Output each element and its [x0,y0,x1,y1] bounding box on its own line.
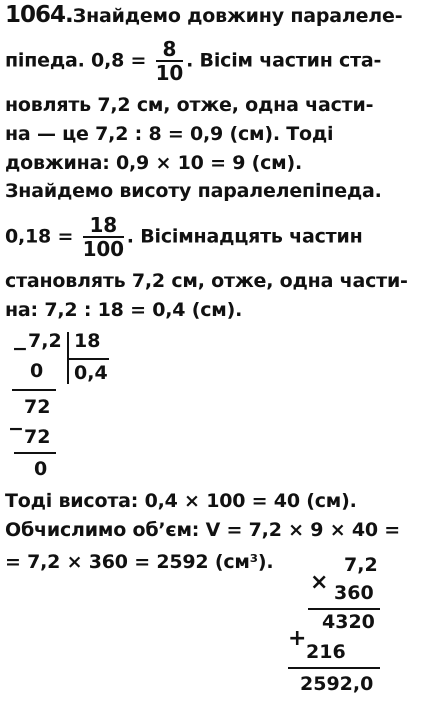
line-8: становлять 7,2 см, отже, одна части- [5,270,408,292]
line-6: Знайдемо висоту паралелепіпеда. [5,180,382,202]
fraction-8-10 [156,38,183,84]
division-remainder-final: 0 [34,458,48,480]
division-minus-sign-2: − [8,418,24,440]
multiplicand: 7,2 [344,554,378,576]
division-remainder-1: 72 [24,396,51,418]
fraction-denominator: 100 [82,237,124,261]
line-3: новлять 7,2 см, отже, одна части- [5,94,374,116]
multiplier: 360 [334,582,374,604]
division-line-2 [14,452,56,454]
multiplication-line-1 [308,608,380,610]
line-11: Обчислимо об’єм: V = 7,2 × 9 × 40 = [5,519,401,541]
line-4: на — це 7,2 : 8 = 0,9 (см). Тоді [5,123,334,145]
product-result: 2592,0 [300,673,374,695]
division-divisor: 18 [74,330,101,352]
division-subtrahend-1: 0 [30,360,44,382]
line-7-start: 0,18 = [5,225,74,248]
line-12: = 7,2 × 360 = 2592 (см³). [5,551,274,573]
multiplication-sign: × [310,570,329,595]
line-9: на: 7,2 : 18 = 0,4 (см). [5,299,243,321]
line-2 [5,38,381,84]
division-dividend: 7,2 [28,330,62,352]
plus-sign: + [288,626,307,651]
line-1 [5,2,402,28]
line-2-end: . Вісім частин ста- [186,49,382,72]
line-10: Тоді висота: 0,4 × 100 = 40 (см). [5,490,357,512]
division-quotient: 0,4 [74,362,108,384]
division-minus-sign: − [12,338,28,360]
line-2-start: піпеда. 0,8 = [5,49,147,72]
fraction-18-100 [83,214,124,260]
fraction-numerator: 18 [83,214,124,238]
problem-number: 1064. [5,2,73,28]
line-7 [5,214,363,260]
line-7-end: . Вісімнадцять частин [126,225,363,248]
line-1-text: Знайдемо довжину паралеле- [72,5,403,27]
division-subtrahend-2: 72 [24,426,51,448]
division-divisor-line [69,358,109,360]
partial-product-1: 4320 [322,611,375,633]
line-5: довжина: 0,9 × 10 = 9 (см). [5,152,303,174]
multiplication-line-2 [288,667,380,669]
fraction-denominator: 10 [155,61,184,85]
fraction-numerator: 8 [156,38,183,62]
partial-product-2: 216 [306,641,346,663]
division-line-1 [12,389,56,391]
